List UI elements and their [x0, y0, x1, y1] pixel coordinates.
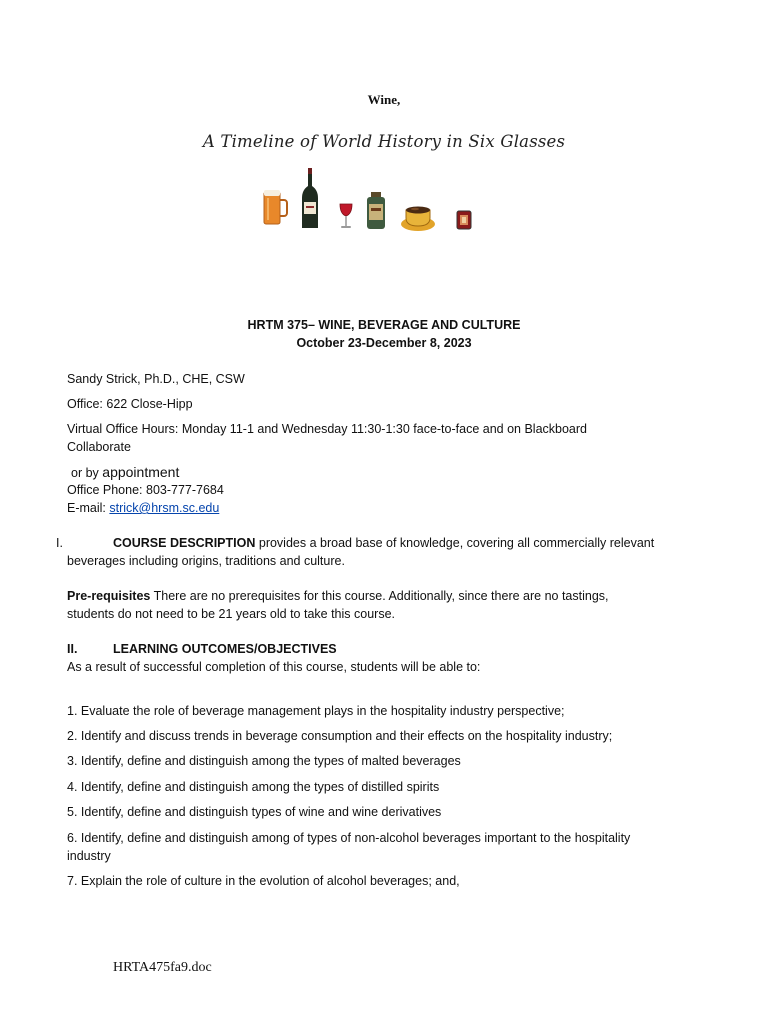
- beer-mug-icon: [262, 188, 288, 226]
- section2-numeral: II.: [67, 642, 78, 656]
- wine-glass-icon: [338, 202, 354, 230]
- objective-item: 7. Explain the role of culture in the evolution of alcohol beverages; and,: [67, 874, 460, 888]
- objective-item: 4. Identify, define and distinguish among the types of distilled spirits: [67, 780, 440, 794]
- email-line: [67, 499, 219, 517]
- section1-numeral: I.: [56, 536, 63, 550]
- spirits-flask-icon: [366, 192, 386, 230]
- section1-description-line1: [113, 534, 654, 552]
- section2-heading: LEARNING OUTCOMES/OBJECTIVES: [113, 642, 337, 656]
- course-description-heading: COURSE DESCRIPTION: [113, 536, 256, 550]
- wine-bottle-icon: [302, 168, 318, 230]
- course-dates: October 23-December 8, 2023: [296, 336, 472, 350]
- email-label: E-mail:: [67, 501, 110, 515]
- objective-item-continued: industry: [67, 849, 111, 863]
- prereq-heading: Pre-requisites: [67, 589, 151, 603]
- coffee-cup-icon: [400, 204, 436, 232]
- footer-filename: HRTA475fa9.doc: [113, 960, 212, 975]
- objective-item: 2. Identify and discuss trends in beverage consumption and their effects on the hospitality industry;: [67, 729, 613, 743]
- objective-item: 3. Identify, define and distinguish among the types of malted beverages: [67, 754, 461, 768]
- prereq-line1: [67, 587, 609, 605]
- objective-item: 1. Evaluate the role of beverage management plays in the hospitality industry perspective;: [67, 704, 565, 718]
- prereq-text: There are no prerequisites for this course. Additionally, since there are no tastings,: [150, 589, 609, 603]
- prereq-line2: students do not need to be 21 years old to take this course.: [67, 607, 395, 621]
- instructor-office: Office: 622 Close-Hipp: [67, 397, 193, 411]
- office-phone: Office Phone: 803-777-7684: [67, 483, 224, 497]
- office-hours-line1: Virtual Office Hours: Monday 11-1 and Wednesday 11:30-1:30 face-to-face and on Blackboard: [67, 422, 587, 436]
- book-title: A Timeline of World History in Six Glasses: [202, 132, 566, 151]
- office-hours-line2: Collaborate: [67, 440, 131, 454]
- section1-description-line2: beverages including origins, traditions and culture.: [67, 554, 345, 568]
- instructor-name: Sandy Strick, Ph.D., CHE, CSW: [67, 372, 245, 386]
- section2-intro: As a result of successful completion of this course, students will be able to:: [67, 660, 481, 674]
- course-description-text: provides a broad base of knowledge, covering all commercially relevant: [255, 536, 655, 550]
- cola-can-icon: [456, 210, 472, 230]
- appointment-line: [71, 463, 179, 482]
- wine-label: Wine,: [367, 92, 401, 107]
- or-by-text: or by: [71, 466, 99, 480]
- objective-item: 6. Identify, define and distinguish among of types of non-alcohol beverages important to the hospitality: [67, 831, 631, 845]
- objective-item: 5. Identify, define and distinguish types of wine and wine derivatives: [67, 805, 442, 819]
- appointment-text: appointment: [102, 464, 180, 480]
- course-title: HRTM 375– WINE, BEVERAGE AND CULTURE: [247, 318, 521, 332]
- email-link[interactable]: strick@hrsm.sc.edu: [109, 501, 220, 515]
- drink-icons-strip: [258, 166, 478, 236]
